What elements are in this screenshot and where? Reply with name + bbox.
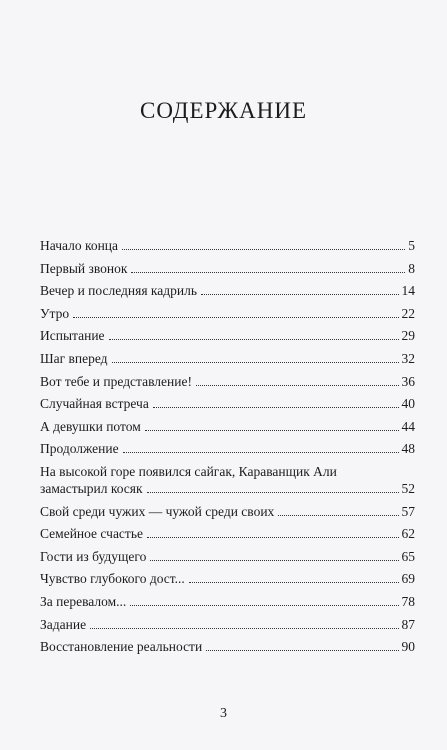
dot-leader [123, 452, 399, 453]
toc-entry-page: 14 [401, 283, 415, 299]
toc-entry-label: Свой среди чужих — чужой среди своих [40, 503, 275, 519]
dot-leader [147, 492, 399, 493]
toc-entry-label: Чувство глубокого дост... [40, 571, 185, 587]
toc-entry-label: А девушки потом [40, 418, 141, 434]
toc-entry-page: 87 [401, 616, 415, 632]
toc-entry [40, 305, 415, 322]
toc-entry [40, 418, 415, 435]
dot-leader [145, 430, 399, 431]
toc-entry-page: 52 [401, 480, 415, 496]
toc-entry-first-line [40, 463, 415, 480]
toc-entry-page: 22 [401, 305, 415, 321]
toc-entry-page: 5 [408, 238, 415, 253]
dot-leader [278, 515, 398, 516]
dot-leader [90, 628, 398, 629]
toc-entry-page: 69 [401, 571, 415, 587]
toc-entry [40, 440, 415, 457]
page-number: 3 [220, 706, 227, 721]
toc-entry-label: Шаг вперед [40, 350, 108, 366]
dot-leader [153, 407, 399, 408]
toc-entry-page: 62 [401, 526, 415, 542]
toc-entry-label: Продолжение [40, 441, 119, 457]
toc-entry [40, 350, 415, 367]
toc-entry-page: 8 [408, 260, 415, 276]
dot-leader [189, 582, 399, 583]
toc-entry-label: Случайная встреча [40, 396, 149, 412]
toc-entry-page: 90 [401, 639, 415, 655]
toc-entry-second-line [40, 480, 415, 497]
dot-leader [73, 317, 398, 318]
toc-entry-page: 65 [401, 548, 415, 564]
toc-entry-label: На высокой горе появился сайгак, Караванщик Али [40, 463, 337, 479]
dot-leader [130, 605, 398, 606]
toc-entry-label: Семейное счастье [40, 526, 143, 542]
dot-leader [150, 560, 398, 561]
toc-entry-label: Первый звонок [40, 260, 128, 276]
toc-entry-label: За перевалом... [40, 593, 127, 609]
toc-entry [40, 570, 415, 587]
toc-entry-label: Испытание [40, 328, 105, 344]
toc-entry-label: Утро [40, 305, 70, 321]
toc-entry-label: Восстановление реальности [40, 639, 203, 655]
toc-entry-page: 40 [401, 396, 415, 412]
toc-entry-page: 29 [401, 328, 415, 344]
dot-leader [109, 339, 399, 340]
toc-entry-label: Гости из будущего [40, 548, 147, 564]
dot-leader [112, 362, 399, 363]
toc-entry [40, 616, 415, 633]
toc-entry [40, 237, 415, 254]
toc-entry [40, 282, 415, 299]
dot-leader [122, 249, 405, 250]
toc-entry-multiline [40, 463, 415, 497]
toc-entry [40, 395, 415, 412]
toc-entry-label: замастырил косяк [40, 480, 143, 496]
dot-leader [201, 294, 399, 295]
toc-entry-label: Вот тебе и представление! [40, 373, 192, 389]
toc-entry-page: 57 [401, 503, 415, 519]
page-title: СОДЕРЖАНИЕ [139, 98, 307, 123]
dot-leader [196, 385, 399, 386]
toc-entry [40, 593, 415, 610]
toc-entry-label: Начало конца [40, 238, 119, 253]
dot-leader [147, 537, 399, 538]
toc-entry-page: 36 [401, 373, 415, 389]
toc-entry [40, 503, 415, 520]
toc-entry [40, 373, 415, 390]
toc-entry-label: Вечер и последняя кадриль [40, 283, 197, 299]
toc-entry-page: 78 [401, 593, 415, 609]
toc-entry-label: Задание [40, 616, 87, 632]
dot-leader [206, 650, 398, 651]
toc-entry [40, 260, 415, 277]
toc-entry-page: 48 [401, 441, 415, 457]
toc-entry-page: 44 [401, 418, 415, 434]
toc-entry [40, 327, 415, 344]
toc-entry [40, 638, 415, 655]
toc-entry [40, 548, 415, 565]
toc-entry-page: 32 [401, 350, 415, 366]
toc-entry [40, 525, 415, 542]
table-of-contents [40, 237, 415, 661]
dot-leader [131, 272, 405, 273]
